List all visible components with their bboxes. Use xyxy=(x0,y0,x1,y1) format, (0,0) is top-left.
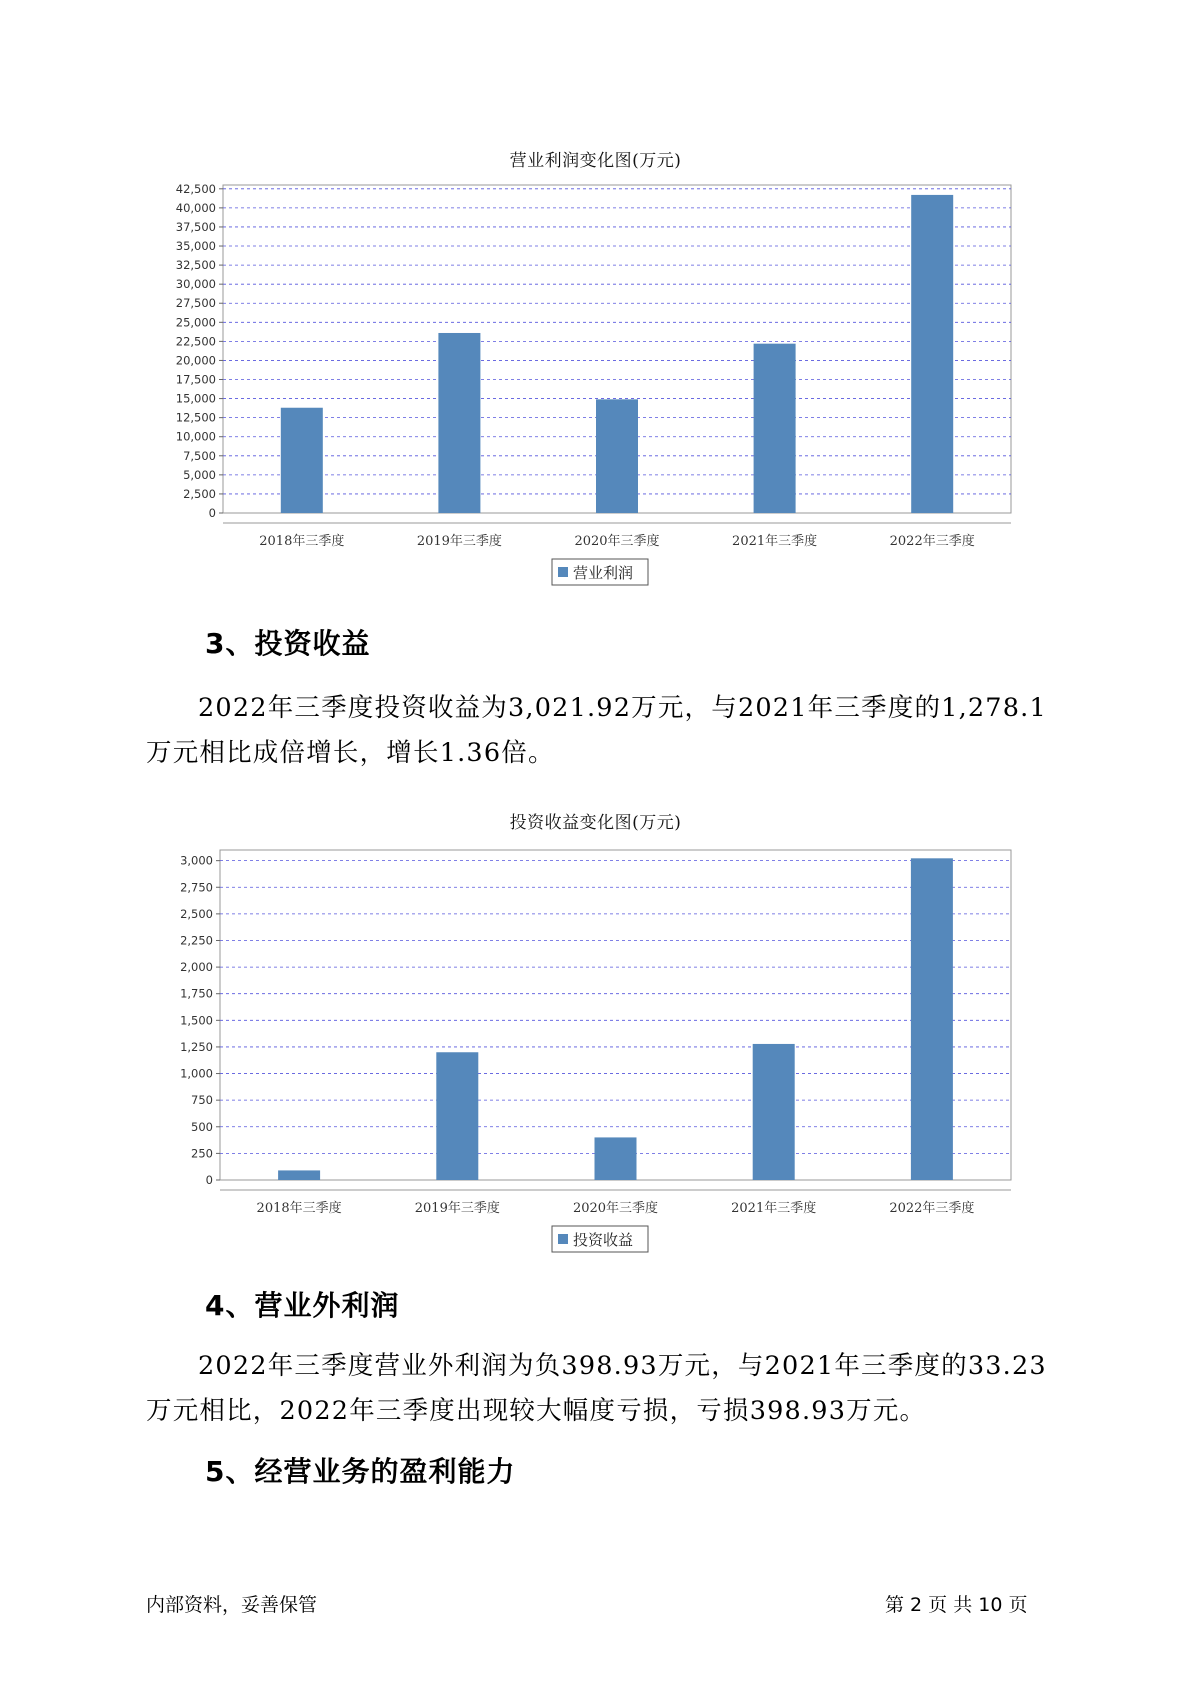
y-tick-label: 1,750 xyxy=(180,986,213,1001)
y-tick-label: 1,500 xyxy=(180,1013,213,1028)
x-tick-label: 2018年三季度 xyxy=(259,534,345,549)
bar xyxy=(436,1052,478,1180)
legend-label: 营业利润 xyxy=(573,564,634,582)
y-tick-label: 5,000 xyxy=(183,467,216,482)
y-tick-label: 1,000 xyxy=(180,1066,213,1081)
x-tick-label: 2021年三季度 xyxy=(731,1201,817,1216)
y-tick-label: 42,500 xyxy=(175,181,216,196)
x-tick-label: 2020年三季度 xyxy=(572,1201,659,1216)
chart1-title: 营业利润变化图(万元) xyxy=(509,151,682,171)
legend-swatch xyxy=(558,567,568,577)
footer-page-number: 第 2 页 共 10 页 xyxy=(885,1594,1028,1616)
section5-heading: 5、经营业务的盈利能力 xyxy=(205,1455,516,1488)
y-tick-label: 2,500 xyxy=(180,906,213,921)
y-tick-label: 12,500 xyxy=(175,410,216,425)
y-tick-label: 32,500 xyxy=(175,258,216,273)
x-tick-label: 2018年三季度 xyxy=(256,1201,342,1216)
y-tick-label: 37,500 xyxy=(175,219,216,234)
footer-left: 内部资料，妥善保管 xyxy=(146,1594,318,1616)
chart2-title: 投资收益变化图(万元) xyxy=(509,813,682,833)
bar xyxy=(278,1170,320,1180)
legend-swatch xyxy=(558,1234,568,1244)
y-tick-label: 17,500 xyxy=(175,372,216,387)
bar xyxy=(911,195,953,513)
y-tick-label: 0 xyxy=(208,506,216,520)
bar xyxy=(596,399,638,513)
y-tick-label: 2,000 xyxy=(180,960,213,975)
y-tick-label: 750 xyxy=(191,1093,213,1108)
y-tick-label: 27,500 xyxy=(175,296,216,311)
bar xyxy=(595,1137,637,1180)
y-tick-label: 0 xyxy=(205,1173,213,1187)
y-tick-label: 2,500 xyxy=(183,486,216,501)
y-tick-label: 7,500 xyxy=(183,448,216,463)
y-tick-label: 3,000 xyxy=(180,853,213,868)
bar xyxy=(438,333,480,513)
section4-paragraph: 2022年三季度营业外利润为负398.93万元，与2021年三季度的33.23万元相比，2022年三季度出现较大幅度亏损，亏损398.93万元。 xyxy=(146,1351,1047,1426)
y-tick-label: 40,000 xyxy=(175,200,216,215)
y-tick-label: 250 xyxy=(191,1146,213,1161)
y-tick-label: 22,500 xyxy=(175,334,216,349)
y-tick-label: 35,000 xyxy=(175,239,216,254)
investment-income-chart xyxy=(0,836,1191,1256)
x-tick-label: 2019年三季度 xyxy=(416,534,502,549)
section3-paragraph: 2022年三季度投资收益为3,021.92万元，与2021年三季度的1,278.1万元相比成倍增长，增长1.36倍。 xyxy=(146,693,1047,768)
bar xyxy=(911,858,953,1180)
x-tick-label: 2020年三季度 xyxy=(574,534,660,549)
y-tick-label: 15,000 xyxy=(175,391,216,406)
x-tick-label: 2022年三季度 xyxy=(889,534,975,549)
y-tick-label: 30,000 xyxy=(175,277,216,292)
y-tick-label: 20,000 xyxy=(175,353,216,368)
legend-label: 投资收益 xyxy=(573,1231,634,1249)
x-tick-label: 2021年三季度 xyxy=(732,534,818,549)
bar xyxy=(753,1044,795,1180)
operating-profit-chart xyxy=(0,170,1191,590)
x-tick-label: 2019年三季度 xyxy=(414,1201,500,1216)
y-tick-label: 10,000 xyxy=(175,429,216,444)
bar xyxy=(754,344,796,513)
x-tick-label: 2022年三季度 xyxy=(889,1201,975,1216)
y-tick-label: 2,750 xyxy=(180,880,213,895)
y-tick-label: 2,250 xyxy=(180,933,213,948)
bar xyxy=(281,408,323,513)
y-tick-label: 500 xyxy=(191,1119,213,1134)
y-tick-label: 1,250 xyxy=(180,1039,213,1054)
section3-heading: 3、投资收益 xyxy=(205,627,371,660)
section4-heading: 4、营业外利润 xyxy=(205,1289,400,1322)
plot-area xyxy=(220,850,1011,1180)
y-tick-label: 25,000 xyxy=(175,315,216,330)
